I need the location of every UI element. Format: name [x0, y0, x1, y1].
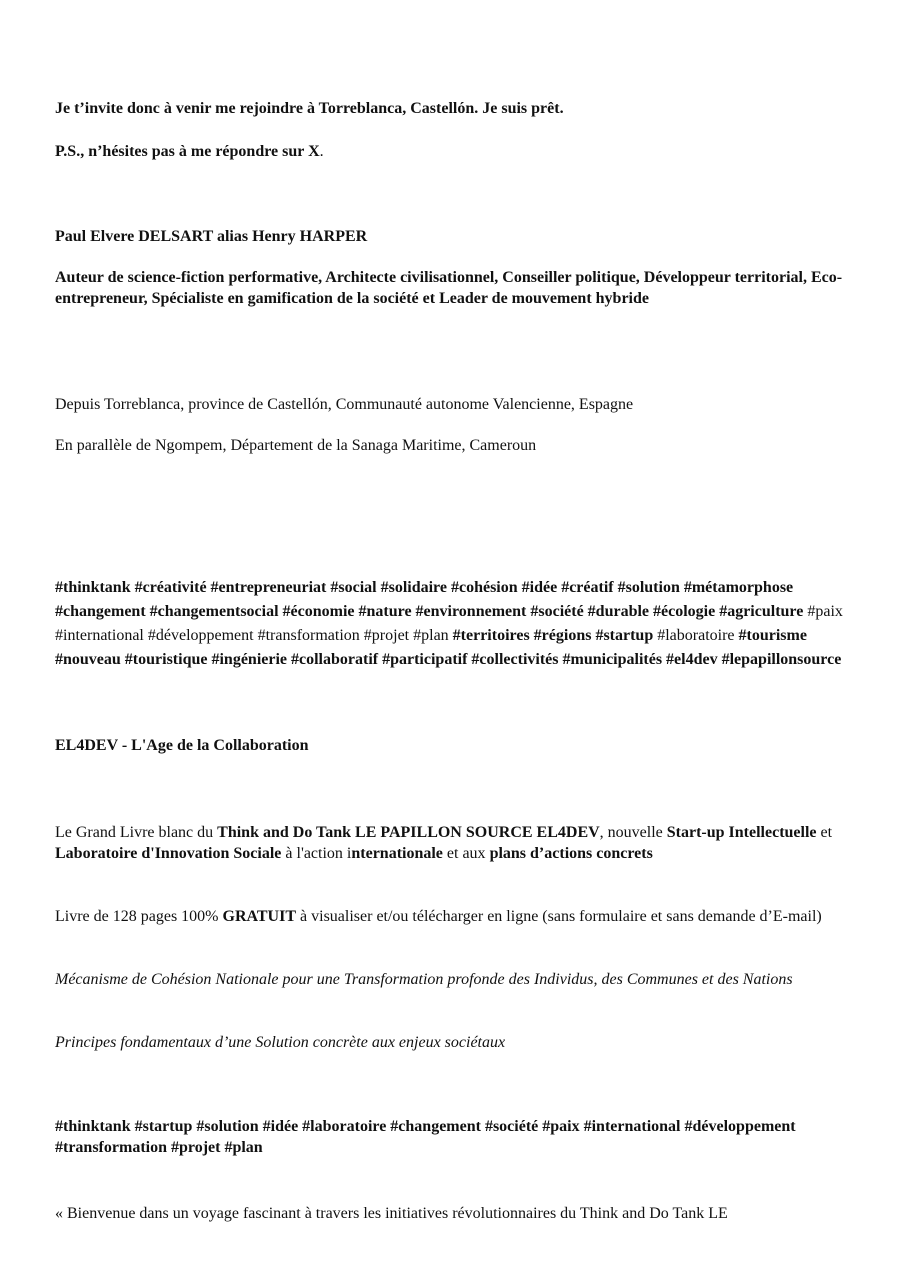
subtitle-1: Mécanisme de Cohésion Nationale pour une Transformation profonde des Individus, des Communes et des Nations [55, 971, 793, 988]
book-intro-paragraph: Le Grand Livre blanc du Think and Do Tank LE PAPILLON SOURCE EL4DEV, nouvelle Start-up Intellectuelle et Laboratoire d'Innovation Sociale à l'action internationale et aux plans d’actions concrets [55, 824, 833, 862]
subtitle-2: Principes fondamentaux d’une Solution concrète aux enjeux sociétaux [55, 1034, 506, 1051]
ps-paragraph: P.S., n’hésites pas à me répondre sur X. [55, 143, 324, 160]
hashtags-block-2: #thinktank #startup #solution #idée #laboratoire #changement #société #paix #international #développement #transformation #projet #plan [55, 1118, 796, 1156]
location-line-1: Depuis Torreblanca, province de Castellón, Communauté autonome Valencienne, Espagne [55, 396, 634, 413]
hashtags-block-1: #thinktank #créativité #entrepreneuriat #social #solidaire #cohésion #idée #créatif #solution #métamorphose #changement #changementsocial #économie #nature #environnement #société #durable #écologie #agriculture #paix #international #développement #transformation #projet #plan #territoires #régions #startup #laboratoire #tourisme #nouveau #touristique #ingénierie #collaboratif #participatif #collectivités #municipalités #el4dev #lepapillonsource [55, 579, 843, 668]
author-roles: Auteur de science-fiction performative, Architecte civilisationnel, Conseiller politique, Développeur territorial, Eco-entrepreneur, Spécialiste en gamification de la société et Leader de mouvement hybride [55, 269, 843, 307]
location-line-2: En parallèle de Ngompem, Département de la Sanaga Maritime, Cameroun [55, 437, 537, 454]
book-pages-paragraph: Livre de 128 pages 100% GRATUIT à visualiser et/ou télécharger en ligne (sans formulaire et sans demande d’E-mail) [55, 908, 822, 925]
invite-paragraph: Je t’invite donc à venir me rejoindre à Torreblanca, Castellón. Je suis prêt. [55, 100, 564, 117]
section-title: EL4DEV - L'Age de la Collaboration [55, 737, 309, 754]
author-name: Paul Elvere DELSART alias Henry HARPER [55, 228, 368, 245]
welcome-paragraph: « Bienvenue dans un voyage fascinant à travers les initiatives révolutionnaires du Think and Do Tank LE [55, 1205, 728, 1222]
